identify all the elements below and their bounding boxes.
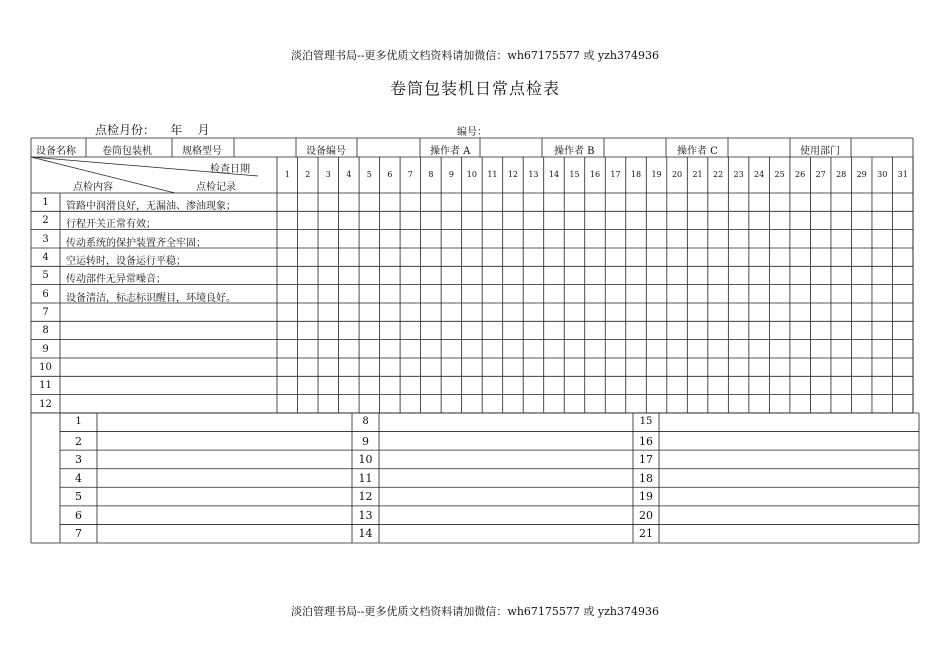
content-label: 点检内容 (73, 182, 113, 193)
day-header: 28 (836, 170, 847, 179)
item-number: 12 (39, 398, 52, 410)
spec-label: 规格型号 (182, 146, 222, 157)
day-header: 5 (366, 170, 372, 179)
day-header: 18 (630, 170, 642, 179)
note-number: 4 (75, 471, 82, 485)
note-number: 11 (358, 471, 373, 485)
day-header: 2 (305, 170, 311, 179)
item-number: 8 (42, 325, 49, 337)
item-number: 3 (42, 233, 49, 245)
note-number: 7 (75, 527, 82, 541)
day-header: 6 (387, 170, 393, 179)
code-field: 编号： (457, 127, 487, 138)
day-header: 25 (774, 170, 785, 179)
note-number: 10 (358, 453, 373, 467)
note-number: 16 (639, 434, 653, 448)
month-field: 点检月份： 年 月 (95, 123, 210, 137)
note-number: 5 (75, 490, 82, 504)
item-number: 7 (42, 306, 49, 318)
note-number: 21 (639, 527, 653, 541)
note-number: 9 (362, 434, 369, 448)
note-number: 15 (639, 416, 653, 427)
operator-a-label: 操作者 A (430, 146, 471, 157)
item-text: 管路中润滑良好，无漏油、渗油现象； (66, 201, 236, 212)
item-number: 10 (39, 361, 52, 373)
day-header: 21 (692, 170, 703, 179)
day-header: 13 (528, 170, 539, 179)
note-number: 3 (75, 453, 82, 467)
day-header: 7 (407, 170, 413, 179)
footer-note: 淡泊管理书局--更多优质文档资料请加微信：wh67175577 或 yzh374936 (291, 605, 659, 618)
note-number: 12 (358, 490, 373, 504)
day-header: 9 (448, 170, 454, 179)
item-text: 传动部件无异常噪音； (66, 274, 166, 286)
day-header: 14 (548, 170, 560, 179)
day-header: 17 (610, 170, 621, 179)
device-name-value: 卷筒包装机 (102, 146, 152, 157)
item-number: 1 (42, 197, 49, 208)
item-number: 9 (42, 343, 49, 355)
day-header: 19 (651, 170, 662, 179)
day-header: 4 (346, 170, 352, 179)
item-number: 4 (42, 251, 49, 263)
item-number: 6 (42, 288, 49, 300)
day-header: 30 (877, 170, 888, 179)
operator-c-label: 操作者 C (677, 146, 718, 157)
device-no-label: 设备编号 (306, 146, 346, 157)
day-header: 31 (897, 170, 908, 179)
day-header: 24 (754, 170, 765, 179)
day-header: 20 (671, 170, 683, 179)
day-header: 16 (589, 170, 601, 179)
note-number: 19 (639, 490, 653, 504)
note-number: 1 (75, 416, 82, 427)
note-number: 8 (362, 416, 369, 427)
note-number: 20 (639, 508, 653, 522)
day-header: 1 (284, 170, 290, 179)
item-text: 空运转时，设备运行平稳； (66, 255, 186, 267)
item-number: 5 (42, 270, 49, 282)
item-text: 设备清洁，标志标识醒目，环境良好。 (66, 292, 236, 304)
note-number: 14 (358, 527, 373, 541)
device-name-label: 设备名称 (36, 146, 76, 157)
item-text: 传动系统的保护装置齐全牢固； (66, 237, 206, 249)
day-header: 3 (325, 170, 331, 179)
day-header: 11 (487, 170, 498, 179)
note-number: 18 (639, 471, 653, 485)
department-label: 使用部门 (800, 146, 840, 157)
item-text: 行程开关正常有效； (66, 219, 156, 231)
day-header: 23 (733, 170, 744, 179)
record-label: 点检记录 (196, 182, 236, 193)
note-number: 2 (75, 434, 82, 448)
check-date-label: 检查日期 (210, 164, 250, 175)
note-number: 17 (639, 453, 653, 467)
day-header: 29 (856, 170, 867, 179)
day-header: 15 (569, 170, 580, 179)
operator-b-label: 操作者 B (554, 146, 595, 157)
header-note: 淡泊管理书局--更多优质文档资料请加微信：wh67175577 或 yzh374936 (291, 49, 659, 62)
item-number: 11 (39, 380, 52, 392)
note-number: 13 (358, 508, 373, 522)
item-number: 2 (42, 215, 49, 227)
page-title: 卷筒包装机日常点检表 (389, 79, 560, 98)
day-header: 12 (507, 170, 519, 179)
day-header: 10 (466, 170, 477, 179)
day-header: 8 (428, 170, 434, 179)
day-header: 26 (795, 170, 806, 179)
day-header: 22 (712, 170, 724, 179)
day-header: 27 (815, 170, 826, 179)
note-number: 6 (75, 508, 82, 522)
